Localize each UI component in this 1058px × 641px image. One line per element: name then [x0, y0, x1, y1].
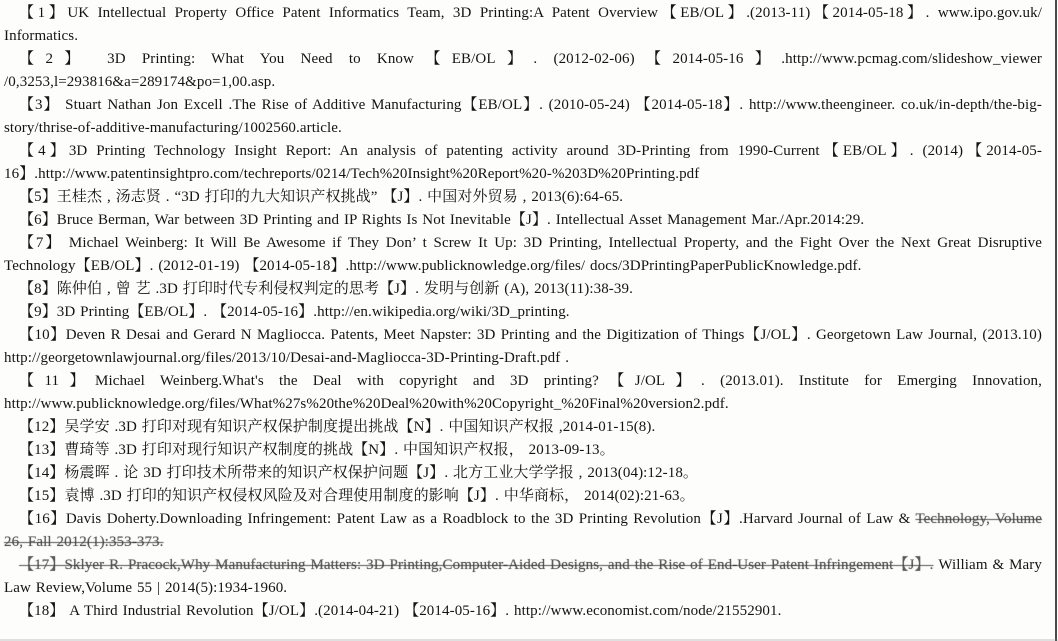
reference-item — [4, 416, 1042, 439]
reference-9-segment-1: 【9】3D Printing【EB/OL】. 【2014-05-16】.http://en.wikipedia.org/wiki/3D_printing. — [19, 304, 570, 320]
reference-item — [4, 600, 1042, 623]
reference-17-segment-1: 【17】Sklyer R. Pracock,Why Manufacturing Matters: 3D Printing,Computer-Aided Designs, and the Rise of End-User Patent Infringement【J】. — [19, 557, 934, 573]
reference-17-segment-2: William & Mary Law Review,Volume 55 | 2014(5):1934-1960. — [4, 557, 1042, 596]
reference-item — [4, 485, 1042, 508]
reference-7-segment-1: 【7】 Michael Weinberg: It Will Be Awesome if They Don’ t Screw It Up: 3D Printing, Intellectual Property, and the Fight Over the Next Great Disruptive Technology【EB/OL】. (2012-01-19) 【2014-05-18】.http://www.publicknowledge.org/files/ docs/3DPrintingPaperPublicKnowledge.pdf. — [4, 235, 1042, 274]
reference-item — [4, 324, 1042, 370]
reference-item — [4, 301, 1042, 324]
reference-6-segment-1: 【6】Bruce Berman, War between 3D Printing and IP Rights Is Not Inevitable【J】. Intellectual Asset Management Mar./Apr.2014:29. — [19, 212, 865, 228]
reference-item — [4, 370, 1042, 416]
reference-18-segment-1: 【18】 A Third Industrial Revolution【J/OL】.(2014-04-21) 【2014-05-16】. http://www.economist.com/node/21552901. — [19, 603, 782, 619]
reference-item — [4, 508, 1042, 554]
reference-item — [4, 278, 1042, 301]
reference-10-segment-1: 【10】Deven R Desai and Gerard N Magliocca. Patents, Meet Napster: 3D Printing and the Digitization of Things【J/OL】. Georgetown Law Journal, (2013.10) http://georgetownlawjournal.org/files/2013/10/Desai-and-Magliocca-3D-Printing-Draft.pdf . — [4, 327, 1042, 366]
reference-item — [4, 554, 1042, 600]
reference-item — [4, 439, 1042, 462]
reference-1-segment-1: 【1】UK Intellectual Property Office Patent Informatics Team, 3D Printing:A Patent Overview【EB/OL】.(2013-11)【2014-05-18】. www.ipo.gov.uk/ Informatics. — [4, 5, 1042, 44]
reference-15-segment-1: 【15】袁博 .3D 打印的知识产权侵权风险及对合理使用制度的影响【J】. 中华商标， 2014(02):21-63。 — [19, 488, 695, 504]
reference-5-segment-1: 【5】王桂杰 , 汤志贤 . “3D 打印的九大知识产权挑战” 【J】. 中国对外贸易 , 2013(6):64-65. — [19, 189, 624, 205]
reference-12-segment-1: 【12】吴学安 .3D 打印对现有知识产权保护制度提出挑战【N】. 中国知识产权报 ,2014-01-15(8). — [19, 419, 656, 435]
page-right-edge-line — [1055, 0, 1057, 641]
reference-item — [4, 48, 1042, 94]
reference-14-segment-1: 【14】杨震晖 . 论 3D 打印技术所带来的知识产权保护问题【J】. 北方工业大学学报 , 2013(04):12-18。 — [19, 465, 699, 481]
reference-8-segment-1: 【8】陈仲伯 , 曾 艺 .3D 打印时代专利侵权判定的思考【J】. 发明与创新 (A), 2013(11):38-39. — [19, 281, 633, 297]
reference-item — [4, 232, 1042, 278]
references-list — [4, 2, 1042, 641]
reference-13-segment-1: 【13】曹琦等 .3D 打印对现行知识产权制度的挑战【N】. 中国知识产权报， 2013-09-13。 — [19, 442, 615, 458]
reference-item — [4, 2, 1042, 48]
reference-16-segment-1: 【16】Davis Doherty.Downloading Infringement: Patent Law as a Roadblock to the 3D Printing Revolution【J】.Harvard Journal of Law & — [19, 511, 916, 527]
reference-item — [4, 140, 1042, 186]
reference-2-segment-1: 【2】 3D Printing: What You Need to Know【EB/OL】. (2012-02-06)【2014-05-16】.http://www.pcmag.com/slideshow_viewer /0,3253,l=293816&a=289174&po=1,00.asp. — [4, 51, 1042, 90]
reference-11-segment-1: 【11】Michael Weinberg.What's the Deal with copyright and 3D printing?【J/OL】. (2013.01). Institute for Emerging Innovation, http://www.publicknowledge.org/files/What%27s%20the%20Deal%20with%20Copyright_%20Final%20version2.pdf. — [4, 373, 1042, 412]
reference-16-segment-2: Technology, Volume 26, Fall 2012(1):353-373. — [4, 511, 1042, 550]
reference-item — [4, 94, 1042, 140]
reference-item — [4, 462, 1042, 485]
reference-4-segment-1: 【4】3D Printing Technology Insight Report: An analysis of patenting activity around 3D-Printing from 1990-Current【EB/OL】. (2014)【2014-05-16】.http://www.patentinsightpro.com/techreports/0214/Tech%20Insight%20Report%20-%203D%20Printing.pdf — [4, 143, 1042, 182]
reference-3-segment-1: 【3】 Stuart Nathan Jon Excell .The Rise of Additive Manufacturing【EB/OL】. (2010-05-24) 【2014-05-18】. http://www.theengineer. co.uk/in-depth/the-big-story/thrise-of-additive-manufacturing/1002560.article. — [4, 97, 1042, 136]
reference-item — [4, 186, 1042, 209]
reference-item — [4, 209, 1042, 232]
